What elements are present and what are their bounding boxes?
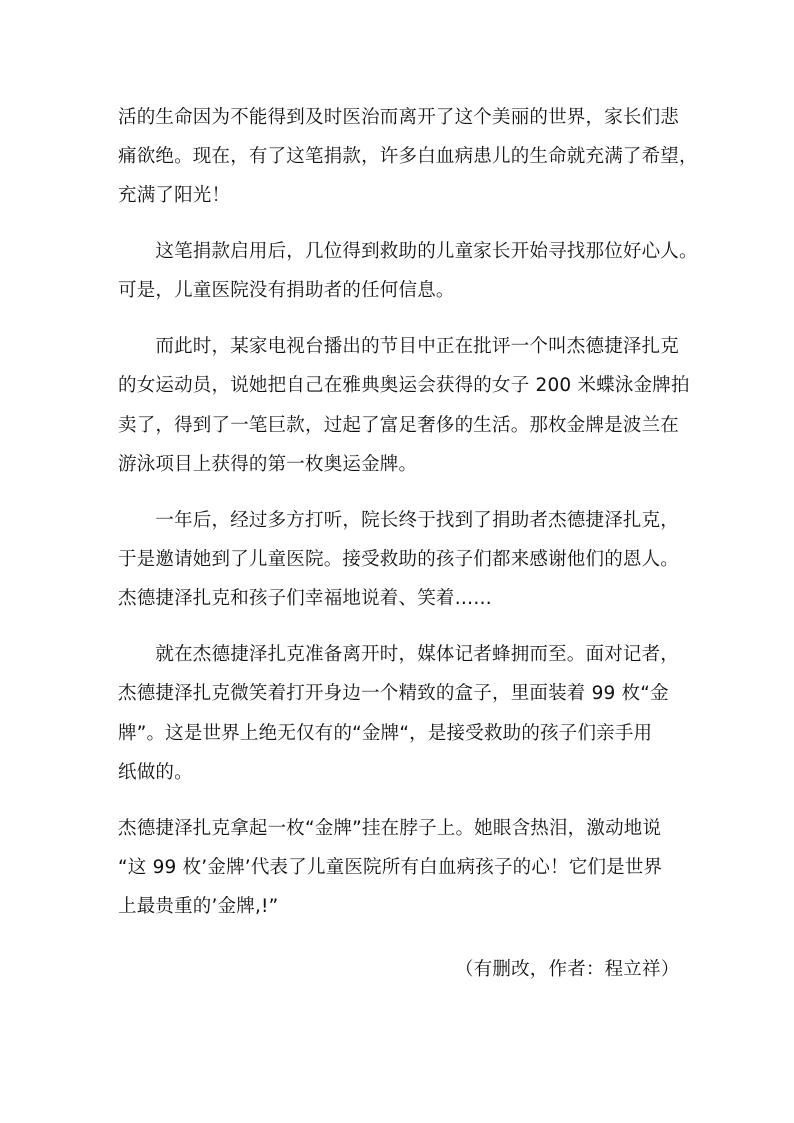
paragraph-6-line-3: 上最贵重的’金牌,!” <box>118 896 279 917</box>
paragraph-5-line-2: 杰德捷泽扎克微笑着打开身边一个精致的盒子，里面装着 99 枚“金 <box>118 683 669 704</box>
paragraph-3-line-4: 游泳项目上获得的第一枚奥运金牌。 <box>118 454 418 475</box>
paragraph-1-line-1: 活的生命因为不能得到及时医治而离开了这个美丽的世界，家长们悲 <box>118 107 680 128</box>
paragraph-4-line-3: 杰德捷泽扎克和孩子们幸福地说着、笑着…… <box>118 588 493 609</box>
paragraph-2-line-1: 这笔捐款启用后，几位得到救助的儿童家长开始寻找那位好心人。 <box>118 241 698 262</box>
paragraph-2-line-2: 可是，儿童医院没有捐助者的任何信息。 <box>118 280 455 301</box>
paragraph-4-line-2: 于是邀请她到了儿童医院。接受救助的孩子们都来感谢他们的恩人。 <box>118 549 680 570</box>
paragraph-3-line-2: 的女运动员，说她把自己在雅典奥运会获得的女子 200 米蝶泳金牌拍 <box>118 375 690 396</box>
paragraph-3-line-1: 而此时，某家电视台播出的节目中正在批评一个叫杰德捷泽扎克 <box>118 336 680 357</box>
source-attribution: （有删改，作者：程立祥） <box>455 959 680 980</box>
paragraph-6-line-1: 杰德捷泽扎克拿起一枚“金牌”挂在脖子上。她眼含热泪，激动地说 <box>118 818 662 839</box>
paragraph-5-line-4: 纸做的。 <box>118 762 193 783</box>
paragraph-1-line-3: 充满了阳光！ <box>118 185 231 206</box>
paragraph-5-line-3: 牌”。这是世界上绝无仅有的“金牌“，是接受救助的孩子们亲手用 <box>118 723 653 744</box>
paragraph-3-line-3: 卖了，得到了一笔巨款，过起了富足奢侈的生活。那枚金牌是波兰在 <box>118 415 680 436</box>
paragraph-6-line-2: “这 99 枚’金牌’代表了儿童医院所有白血病孩子的心！它们是世界 <box>118 857 663 878</box>
paragraph-4-line-1: 一年后，经过多方打听，院长终于找到了捐助者杰德捷泽扎克， <box>118 510 680 531</box>
paragraph-1-line-2: 痛欲绝。现在，有了这笔捐款，许多白血病患儿的生命就充满了希望， <box>118 146 698 167</box>
paragraph-5-line-1: 就在杰德捷泽扎克准备离开时，媒体记者蜂拥而至。面对记者， <box>118 644 680 665</box>
